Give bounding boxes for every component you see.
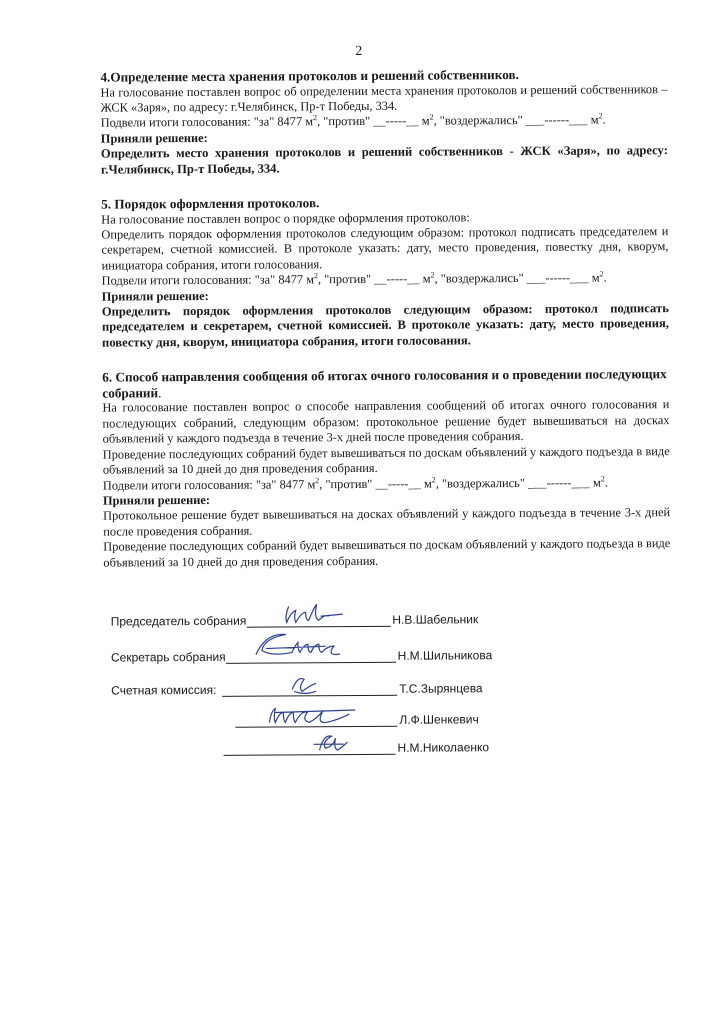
handwritten-signature	[235, 702, 397, 733]
section-4-votes: Подвели итоги голосования: "за" 8477 $м^2$, "против" __-----__ $м^2$, "воздержались" ___------___ $м^2$.	[100, 111, 606, 130]
section-4-text: На голосование поставлен вопрос об определении места хранения протоколов и решений собственников – ЖСК «Заря», по адресу: г.Челябинск, Пр-т Победы, 334.	[100, 81, 668, 115]
votes-against: , "против" __-----__ м	[317, 113, 430, 129]
section-6-text-2: Проведение последующих собраний будет вывешиваться по доскам объявлений у каждого подъезда в виде объявлений за 10 дней до дня проведения собрания.	[102, 443, 670, 477]
section-4	[100, 66, 668, 177]
commission-name-3: Н.М.Николаенко	[397, 740, 490, 755]
signature-block	[110, 611, 581, 755]
commission-name-1: Т.С.Зырянцева	[399, 681, 483, 696]
signature-commission-3	[223, 739, 489, 771]
secretary-name: Н.М.Шильникова	[397, 648, 493, 663]
section-4-decision: Определить место хранения протоколов и решений собственников - ЖСК «Заря», по адресу: г.Челябинск, Пр-т Победы, 334.	[100, 143, 668, 177]
handwritten-signature	[222, 671, 397, 702]
commission-role: Счетная комиссия:	[111, 682, 217, 698]
section-5-heading: 5. Порядок оформления протоколов.	[101, 195, 320, 212]
signature-line	[226, 648, 396, 664]
decision-label: Приняли решение:	[101, 288, 209, 304]
section-5	[101, 193, 669, 351]
decision-label: Приняли решение:	[102, 492, 211, 508]
section-5-intro: На голосование поставлен вопрос о порядке оформления протоколов:	[101, 209, 470, 227]
handwritten-signature	[246, 602, 390, 633]
votes-abstain: , "воздержались" ___------___ м	[433, 112, 599, 128]
handwritten-signature	[226, 634, 396, 669]
section-6	[102, 366, 670, 570]
page-number: 2	[355, 43, 363, 60]
section-5-decision: Определить порядок оформления протоколов следующим образом: протокол подписать председателем и секретарем, счетной комиссией. В протоколе указать: дату, место проведения, повестку дня, кворум, инициатора собрания, итоги голосования.	[101, 301, 669, 350]
section-5-votes: Подвели итоги голосования: "за" 8477 $м^2$, "против" __-----__ $м^2$, "воздержались" ___------___ $м^2$.	[101, 269, 607, 288]
section-5-text: Определить порядок оформления протоколов следующим образом: протокол подписать председателем и секретарем, счетной комиссией. В протоколе указать: дату, место проведения, повестку дня, кворум, инициатора собрания, итоги голосования.	[101, 224, 669, 273]
section-6-decision-1: Протокольное решение будет вывешиваться на досках объявлений у каждого подъезда в течение 3-х дней после проведения собрания.	[103, 505, 671, 539]
section-6-decision-2: Проведение последующих собраний будет вывешиваться по доскам объявлений у каждого подъезда в виде объявлений за 10 дней до дня проведения собрания.	[103, 536, 671, 570]
section-4-heading: 4.Определение места хранения протоколов и решений собственников.	[100, 67, 519, 85]
handwritten-signature	[223, 730, 395, 761]
signature-line	[246, 612, 390, 628]
votes-for: Подвели итоги голосования: "за" 8477 м	[100, 114, 314, 130]
section-6-heading: 6. Способ направления сообщения об итогах очного голосования и о проведении последующих собраний.	[102, 366, 667, 401]
section-6-text-1: На голосование поставлен вопрос о способе направления сообщений об итогах очного голосования и последующих собраний, следующим образом: протокольное решение будет вывешиваться на досках объявлений у каждого подъезда в течение 3-х дней после проведения собрания.	[102, 397, 670, 446]
commission-name-2: Л.Ф.Шенкевич	[399, 712, 479, 727]
document-body	[100, 66, 670, 570]
secretary-role: Секретарь собрания	[110, 649, 226, 665]
signature-line	[222, 681, 397, 697]
chair-role: Председатель собрания	[110, 613, 247, 629]
decision-label: Приняли решение:	[100, 130, 208, 146]
signature-line	[235, 712, 397, 728]
chair-name: Н.В.Шабельник	[392, 612, 479, 627]
signature-line	[223, 740, 395, 756]
section-6-votes: Подвели итоги голосования: "за" 8477 $м^2$, "против" __-----__ $м^2$, "воздержались" ___------___ $м^2$.	[102, 473, 608, 493]
